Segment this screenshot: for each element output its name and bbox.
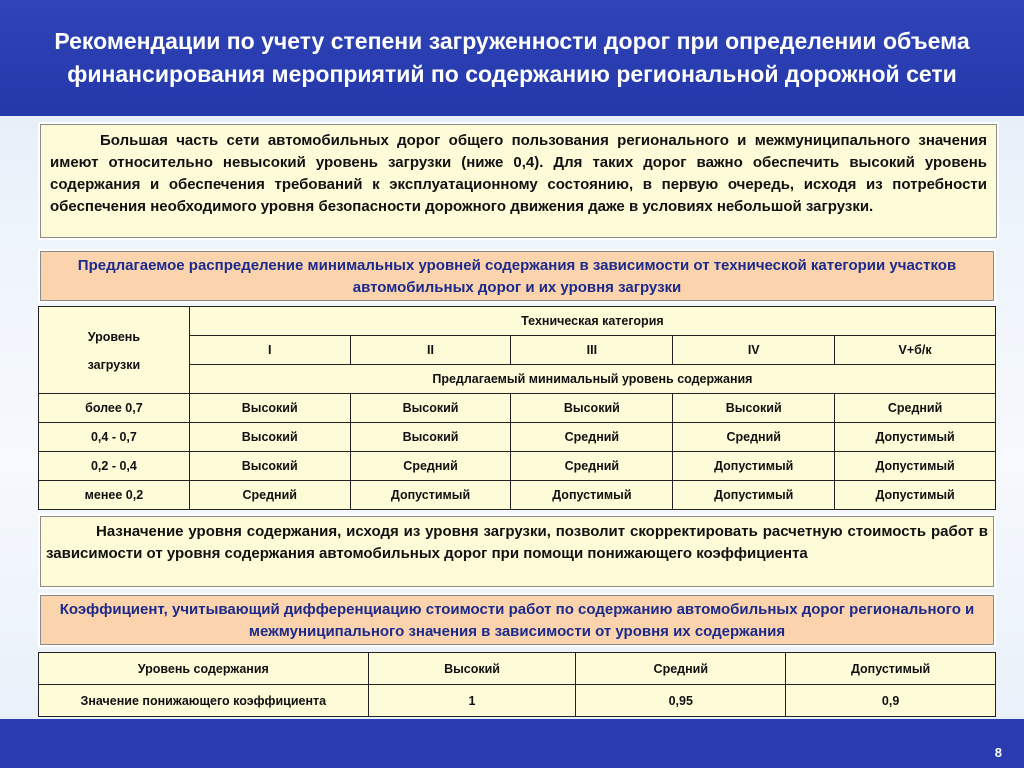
category-cell: V+б/к	[835, 336, 996, 365]
table-row	[39, 653, 996, 685]
technical-category-header: Техническая категория	[189, 307, 995, 336]
level-cell: Средний	[189, 481, 350, 510]
level-cell: Средний	[835, 394, 996, 423]
slide-title: Рекомендации по учету степени загруженности дорог при определении объема финансирования мероприятий по содержанию региональной дорожной сети	[54, 28, 970, 87]
level-cell: Допустимый	[350, 481, 511, 510]
load-cell: менее 0,2	[39, 481, 190, 510]
value-cell: 1	[368, 685, 576, 717]
title-bar	[0, 0, 1024, 116]
load-cell: 0,4 - 0,7	[39, 423, 190, 452]
load-level-header: Уровень загрузки	[39, 307, 190, 394]
distribution-heading: Предлагаемое распределение минимальных уровней содержания в зависимости от технической категории участков автомобильных дорог и их уровня загрузки	[77, 257, 957, 296]
distribution-heading-box	[40, 251, 994, 301]
level-cell: Средний	[673, 423, 835, 452]
category-cell: II	[350, 336, 511, 365]
coefficient-heading: Коэффициент, учитывающий дифференциацию стоимости работ по содержанию автомобильных дорог регионального и межмуниципального значения в зависимости от уровня их содержания	[59, 601, 975, 640]
header-cell: Допустимый	[786, 653, 996, 685]
value-cell: 0,95	[576, 685, 786, 717]
intro-paragraph-box	[40, 124, 997, 238]
level-cell: Высокий	[350, 423, 511, 452]
value-cell: 0,9	[786, 685, 996, 717]
category-cell: IV	[673, 336, 835, 365]
level-cell: Допустимый	[511, 481, 673, 510]
table-row	[39, 452, 996, 481]
table-row	[39, 481, 996, 510]
level-cell: Допустимый	[835, 481, 996, 510]
category-cell: III	[511, 336, 673, 365]
footer-bar	[0, 719, 1024, 768]
table-row	[39, 394, 996, 423]
adjustment-paragraph-box	[40, 516, 994, 587]
intro-paragraph: Большая часть сети автомобильных дорог общего пользования регионального и межмуниципального значения имеют относительно невысокий уровень загрузки (ниже 0,4). Для таких дорог важно обеспечить высокий уровень содержания и обеспечения требований к эксплуатационному состоянию, в первую очередь, исходя из потребности обеспечения необходимого уровня безопасности дорожного движения даже в условиях небольшой загрузки.	[50, 132, 987, 215]
header-cell: Средний	[576, 653, 786, 685]
level-cell: Средний	[511, 452, 673, 481]
level-cell: Высокий	[350, 394, 511, 423]
coefficient-heading-box	[40, 595, 994, 645]
header-cell: Высокий	[368, 653, 576, 685]
level-cell: Допустимый	[673, 481, 835, 510]
level-cell: Средний	[511, 423, 673, 452]
coefficient-table	[38, 652, 996, 717]
page-number: 8	[994, 745, 1002, 760]
level-cell: Допустимый	[835, 423, 996, 452]
value-cell: Значение понижающего коэффициента	[39, 685, 369, 717]
level-cell: Высокий	[673, 394, 835, 423]
category-cell: I	[189, 336, 350, 365]
level-cell: Средний	[350, 452, 511, 481]
table-row	[39, 423, 996, 452]
min-level-subheader: Предлагаемый минимальный уровень содержания	[189, 365, 995, 394]
load-cell: более 0,7	[39, 394, 190, 423]
maintenance-level-table	[38, 306, 996, 510]
level-cell: Допустимый	[673, 452, 835, 481]
adjustment-paragraph: Назначение уровня содержания, исходя из уровня загрузки, позволит скорректировать расчетную стоимость работ в зависимости от уровня содержания автомобильных дорог при помощи понижающего коэффициента	[46, 523, 988, 562]
header-cell: Уровень содержания	[39, 653, 369, 685]
level-cell: Высокий	[189, 452, 350, 481]
level-cell: Допустимый	[835, 452, 996, 481]
table-row	[39, 685, 996, 717]
level-cell: Высокий	[511, 394, 673, 423]
level-cell: Высокий	[189, 394, 350, 423]
level-cell: Высокий	[189, 423, 350, 452]
load-cell: 0,2 - 0,4	[39, 452, 190, 481]
